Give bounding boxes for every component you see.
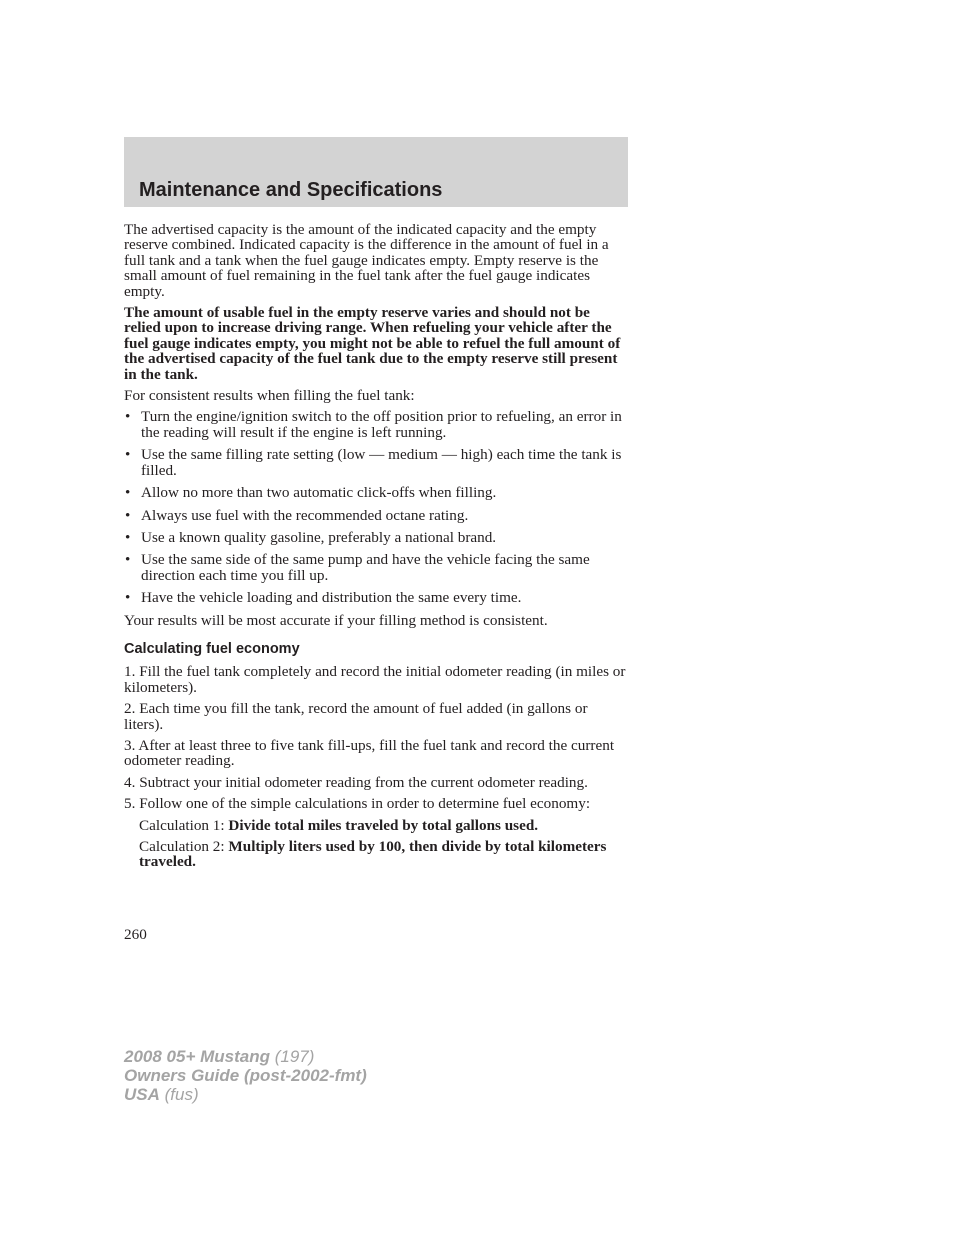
list-item-text: Use the same side of the same pump and have the vehicle facing the same direction each time you fill up. [141, 551, 590, 584]
page-number: 260 [124, 926, 147, 943]
bullet-icon: • [125, 408, 131, 426]
calculation-label: Calculation 2: [139, 838, 225, 855]
list-item [124, 485, 628, 500]
footer-model: 2008 05+ Mustang [124, 1047, 270, 1066]
footer-line-1 [124, 1047, 367, 1066]
footer-guide: Owners Guide (post-2002-fmt) [124, 1066, 367, 1085]
list-item-text: Allow no more than two automatic click-offs when filling. [141, 484, 497, 502]
step-paragraph: 3. After at least three to five tank fill-ups, fill the fuel tank and record the current odometer reading. [124, 736, 615, 770]
list-item [124, 552, 628, 583]
bullet-icon: • [125, 506, 131, 524]
list-item [124, 508, 628, 523]
calculation-2 [124, 839, 628, 870]
list-item [124, 409, 628, 440]
section-header-band [124, 137, 628, 207]
step-paragraph: 1. Fill the fuel tank completely and record the initial odometer reading (in miles or kilometers). [124, 663, 626, 696]
subsection-title: Calculating fuel economy [124, 640, 300, 657]
calculation-1 [124, 818, 628, 833]
fuel-tips-list [124, 409, 628, 605]
list-item-text: Use a known quality gasoline, preferably a national brand. [141, 528, 497, 546]
list-item [124, 447, 628, 478]
footer-market: USA [124, 1085, 160, 1104]
calculation-text: Divide total miles traveled by total gallons used. [228, 816, 539, 834]
results-paragraph: Your results will be most accurate if your filling method is consistent. [124, 611, 548, 629]
footer-line-3 [124, 1085, 367, 1104]
warning-paragraph: The amount of usable fuel in the empty reserve varies and should not be relied upon to increase driving range. When refueling your vehicle after the fuel gauge indicates empty, you might not be able to refuel the full amount of the advertised capacity of the fuel tank due to the empty reserve still present in the tank. [124, 304, 621, 383]
bullet-icon: • [125, 589, 131, 607]
list-item-text: Use the same filling rate setting (low — medium — high) each time the tank is filled. [141, 446, 622, 479]
footer-line-2 [124, 1066, 367, 1085]
bullet-icon: • [125, 484, 131, 502]
step-paragraph: 4. Subtract your initial odometer reading from the current odometer reading. [124, 773, 588, 791]
footer-market-code: (fus) [164, 1085, 199, 1104]
list-item-text: Have the vehicle loading and distribution the same every time. [141, 589, 522, 607]
bullet-icon: • [125, 528, 131, 546]
step-paragraph: 5. Follow one of the simple calculations in order to determine fuel economy: [124, 795, 591, 813]
list-item [124, 530, 628, 545]
step-paragraph: 2. Each time you fill the tank, record the amount of fuel added (in gallons or liters). [124, 700, 588, 733]
calculation-label: Calculation 1: [139, 816, 225, 834]
intro-paragraph: The advertised capacity is the amount of the indicated capacity and the empty reserve combined. Indicated capacity is the difference in the amount of fuel in a full tank and a tank when the fuel gauge indicates empty. Empty reserve is the small amount of fuel remaining in the fuel tank after the fuel gauge indicates empty. [124, 221, 609, 300]
footer-model-code: (197) [274, 1047, 315, 1066]
list-item [124, 590, 628, 605]
section-title: Maintenance and Specifications [139, 179, 443, 201]
list-item-text: Turn the engine/ignition switch to the off position prior to refueling, an error in the reading will result if the engine is left running. [141, 408, 622, 441]
list-item-text: Always use fuel with the recommended octane rating. [141, 506, 469, 524]
document-footer [124, 1047, 367, 1104]
bullet-icon: • [125, 551, 131, 569]
bullet-icon: • [125, 446, 131, 464]
page-content [124, 222, 628, 876]
list-lead-paragraph: For consistent results when filling the fuel tank: [124, 387, 415, 405]
calculation-text: Multiply liters used by 100, then divide by total kilometers traveled. [139, 838, 607, 871]
